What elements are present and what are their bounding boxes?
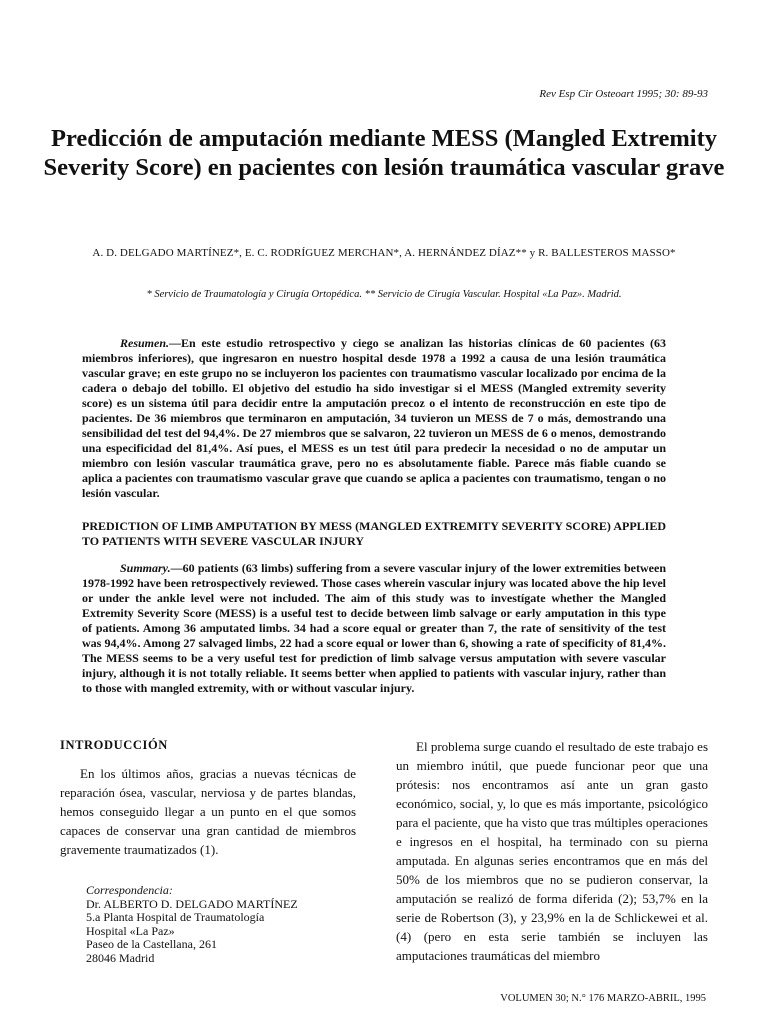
article-title: Predicción de amputación mediante MESS (Mangled Extremity Severity Score) en pacientes con lesión traumática vascular grave	[43, 125, 725, 181]
correspondence-line: Dr. ALBERTO D. DELGADO MARTÍNEZ	[86, 896, 298, 911]
intro-paragraph-2	[396, 737, 708, 965]
english-title: PREDICTION OF LIMB AMPUTATION BY MESS (MANGLED EXTREMITY SEVERITY SCORE) APPLIED TO PATIENTS WITH SEVERE VASCULAR INJURY	[82, 519, 666, 548]
correspondence	[86, 884, 298, 965]
issue-footer: VOLUMEN 30; N.° 176 MARZO-ABRIL, 1995	[500, 993, 706, 1004]
correspondence-label: Correspondencia:	[86, 883, 173, 897]
correspondence-line: Hospital «La Paz»	[86, 923, 175, 938]
intro-text-1: En los últimos años, gracias a nuevas técnicas de reparación ósea, vascular, nerviosa y de partes blandas, hemos conseguido llegar a un punto en el que somos capaces de conservar una gran cantidad de miembros gravemente traumatizados (1).	[60, 766, 356, 857]
affiliations: * Servicio de Traumatología y Cirugía Ortopédica. ** Servicio de Cirugía Vascular. Hospital «La Paz». Madrid.	[146, 289, 622, 300]
intro-paragraph-1	[60, 764, 356, 859]
intro-text-2: El problema surge cuando el resultado de este trabajo es un miembro inútil, que puede funcionar peor que una prótesis: nos encontramos así ante un gran gasto económico, social, y, lo que es más importante, psicológico para el paciente, que ha visto que tras múltiples operaciones e ingresos en el hospital, ha terminado con su pierna amputada. En algunas series encontramos que en más del 50% de los miembros que no se pudieron conservar, la amputación se realizó de forma diferida (2); 53,7% en la serie de Robertson (3), y 23,9% en la de Schlickewei et al. (4) (pero en esta serie también se incluyen las amputaciones traumáticas del miembro	[396, 739, 708, 963]
correspondence-line: Paseo de la Castellana, 261	[86, 937, 217, 951]
abstract-spanish	[82, 336, 666, 501]
abstract-body: —En este estudio retrospectivo y ciego se analizan las historias clínicas de 60 pacientes (63 miembros inferiores), que ingresaron en nuestro hospital desde 1978 a 1992 a causa de una lesión traumática vascular grave; en este grupo no se incluyeron los pacientes con traumatismo vascular localizado por encima de la cadera o debajo del tobillo. El objetivo del estudio ha sido investigar si el MESS (Mangled extremity severity score) es un sistema útil para decidir entre la amputación precoz o el intento de reconstrucción en este tipo de pacientes. De 36 miembros que terminaron en amputación, 34 tuvieron un MESS de 7 o más, demostrando una sensibilidad del test del 94,4%. De 27 miembros que se salvaron, 22 tuvieron un MESS de 6 o menos, demostrando una especificidad del 81,4%. Así pues, el MESS es un test útil para predecir la necesidad o no de amputar un miembro con lesión vascular traumática grave, pero no es absolutamente fiable. Parece más fiable cuando se aplica a pacientes con traumatismo vascular grave que cuando se aplica a pacientes con traumatismo, tengan o no lesión vascular.	[82, 336, 666, 500]
abstract-lead: Resumen.	[120, 336, 170, 350]
journal-citation: Rev Esp Cir Osteoart 1995; 30: 89-93	[539, 88, 708, 100]
section-heading: INTRODUCCIÓN	[60, 738, 168, 752]
summary-body: —60 patients (63 limbs) suffering from a severe vascular injury of the lower extremities between 1978-1992 have been retrospectively reviewed. Those cases wherein vascular injury was located above the hip level or under the ankle level were not included. The aim of this study was to investígate whether the Mangled Extremity Severity Score (MESS) is a useful test to decide between limb salvage or early amputation in this type of patients. Among 36 amputated limbs. 34 had a score equal or greater than 7, the rate of sensitivity of the test was 94,4%. Among 27 salvaged limbs, 22 had a score equal or lower than 6, showing a rate of specificity of 81,4%. The MESS seems to be a very useful test for prediction of limb salvage versus amputation with severe vascular injury, although it is not totally reliable. It seems better when applied to patients with vascular injury, rather than to those with mangled extremity, with or without vascular injury.	[82, 561, 666, 695]
abstract-english	[82, 561, 666, 696]
summary-lead: Summary.	[120, 561, 171, 575]
authors: A. D. DELGADO MARTÍNEZ*, E. C. RODRÍGUEZ MERCHAN*, A. HERNÁNDEZ DÍAZ** y R. BALLESTEROS MASSO*	[92, 247, 676, 259]
correspondence-line: 5.a Planta Hospital de Traumatología	[86, 910, 265, 924]
correspondence-line: 28046 Madrid	[86, 950, 155, 965]
